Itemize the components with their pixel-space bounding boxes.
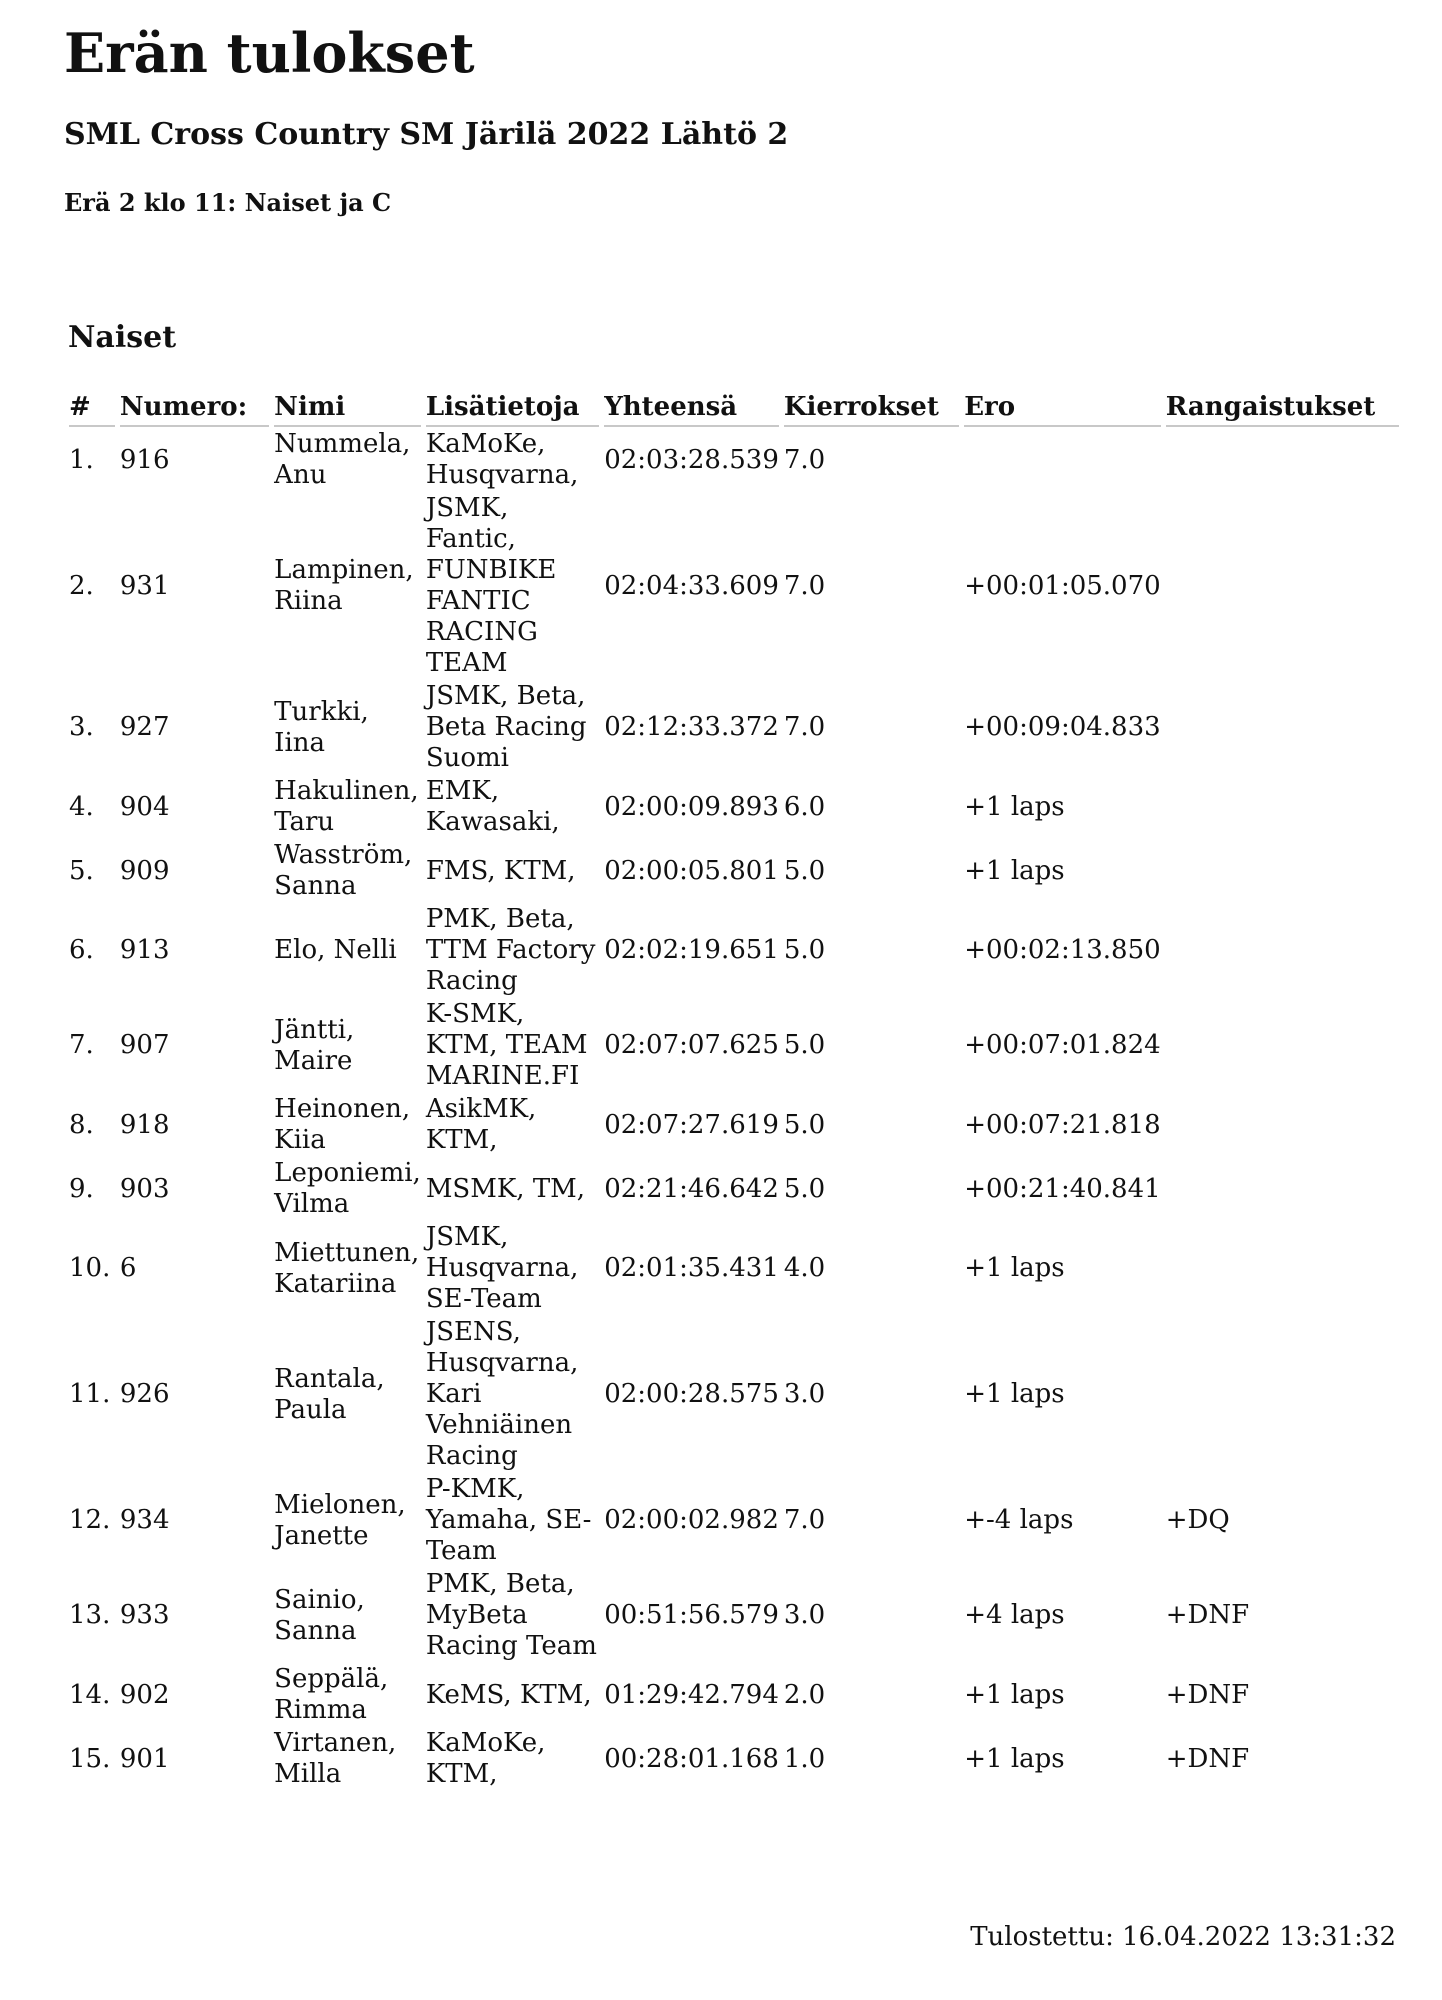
- table-row: [69, 1728, 1399, 1790]
- cell-gap: +00:09:04.833: [964, 712, 1161, 742]
- cell-name: Rantala, Paula: [274, 1363, 385, 1425]
- cell-laps: 7.0: [783, 1505, 826, 1535]
- cell-info: KeMS, KTM,: [425, 1679, 592, 1710]
- column-header-penalties: Rangaistukset: [1166, 390, 1399, 427]
- cell-laps: 5.0: [783, 1030, 826, 1060]
- cell-laps: 3.0: [783, 1379, 826, 1409]
- cell-gap: +-4 laps: [964, 1505, 1074, 1535]
- cell-info: EMK, Kawasaki,: [425, 776, 560, 837]
- column-header-gap: Ero: [964, 390, 1160, 427]
- cell-laps: 6.0: [783, 791, 826, 822]
- cell-name: Miettunen, Katariina: [274, 1237, 420, 1299]
- cell-name: Heinonen, Kiia: [274, 1094, 411, 1155]
- table-row: [69, 681, 1399, 774]
- cell-position: 5.: [69, 855, 94, 886]
- cell-position: 13.: [69, 1600, 111, 1630]
- cell-laps: 7.0: [783, 712, 826, 742]
- cell-name: Lampinen, Riina: [274, 555, 414, 616]
- cell-penalty: [1166, 840, 1399, 902]
- cell-info: K-SMK, KTM, TEAM MARINE.FI: [425, 999, 588, 1091]
- cell-name: Sainio, Sanna: [274, 1584, 365, 1646]
- column-header-name: Nimi: [274, 390, 421, 427]
- cell-number: 903: [119, 1173, 170, 1204]
- cell-position: 15.: [69, 1743, 111, 1774]
- cell-total: 00:51:56.579: [604, 1600, 779, 1630]
- cell-info: FMS, KTM,: [425, 855, 576, 886]
- cell-position: 4.: [69, 791, 94, 822]
- cell-laps: 5.0: [783, 855, 826, 886]
- cell-gap: [964, 429, 1160, 491]
- cell-number: 934: [119, 1505, 170, 1535]
- cell-total: 02:04:33.609: [604, 570, 779, 601]
- cell-gap: +00:07:01.824: [964, 1030, 1161, 1060]
- cell-gap: +00:02:13.850: [964, 935, 1161, 965]
- cell-gap: +1 laps: [964, 791, 1065, 822]
- cell-number: 918: [119, 1109, 170, 1140]
- cell-gap: +1 laps: [964, 855, 1065, 886]
- cell-total: 02:07:07.625: [604, 1030, 779, 1060]
- cell-position: 8.: [69, 1109, 94, 1140]
- cell-laps: 5.0: [783, 935, 826, 965]
- cell-laps: 5.0: [783, 1173, 826, 1204]
- cell-penalty: +DNF: [1165, 1743, 1250, 1774]
- table-row: [69, 1158, 1399, 1220]
- cell-total: 02:00:09.893: [604, 791, 779, 822]
- cell-penalty: +DQ: [1165, 1505, 1230, 1535]
- table-row: [69, 493, 1399, 679]
- column-header-position: #: [69, 390, 115, 427]
- cell-number: 902: [119, 1679, 170, 1710]
- cell-number: 927: [119, 712, 170, 742]
- cell-position: 2.: [69, 570, 94, 601]
- cell-total: 02:03:28.539: [604, 444, 779, 475]
- table-row: [69, 1569, 1399, 1662]
- cell-position: 14.: [69, 1679, 111, 1710]
- table-row: [69, 1317, 1399, 1472]
- cell-number: 901: [119, 1743, 170, 1774]
- heat-title: Erä 2 klo 11: Naiset ja C: [64, 188, 392, 217]
- cell-total: 02:02:19.651: [604, 935, 779, 965]
- column-header-laps: Kierrokset: [784, 390, 959, 427]
- cell-laps: 7.0: [783, 444, 826, 475]
- cell-gap: +1 laps: [964, 1253, 1065, 1283]
- cell-name: Leponiemi, Vilma: [274, 1158, 421, 1219]
- table-row: [69, 776, 1399, 838]
- cell-total: 00:28:01.168: [604, 1743, 779, 1774]
- column-header-info: Lisätietoja: [426, 390, 599, 427]
- cell-number: 6: [119, 1253, 137, 1283]
- cell-gap: +1 laps: [964, 1679, 1065, 1710]
- cell-name: Hakulinen, Taru: [274, 776, 419, 837]
- printed-timestamp: Tulostettu: 16.04.2022 13:31:32: [970, 1922, 1396, 1952]
- cell-name: Elo, Nelli: [274, 935, 397, 965]
- cell-name: Seppälä, Rimma: [274, 1664, 389, 1725]
- cell-info: KaMoKe, KTM,: [425, 1728, 546, 1789]
- cell-position: 9.: [69, 1173, 94, 1204]
- cell-gap: +1 laps: [964, 1379, 1065, 1409]
- results-table: [64, 388, 1404, 1792]
- cell-position: 3.: [69, 712, 94, 742]
- cell-laps: 3.0: [783, 1600, 826, 1630]
- cell-laps: 2.0: [783, 1679, 826, 1710]
- table-row: [69, 1664, 1399, 1726]
- table-row: [69, 1222, 1399, 1315]
- results-table-body: [69, 429, 1399, 1790]
- column-header-number: Numero:: [120, 390, 269, 427]
- header-row: [69, 390, 1399, 427]
- cell-penalty: [1166, 493, 1399, 679]
- cell-laps: 5.0: [783, 1109, 826, 1140]
- cell-penalty: [1166, 904, 1399, 997]
- cell-penalty: [1166, 1094, 1399, 1156]
- column-header-total: Yhteensä: [604, 390, 779, 427]
- cell-number: 904: [119, 791, 170, 822]
- cell-name: Virtanen, Milla: [274, 1728, 397, 1789]
- cell-name: Jäntti, Maire: [274, 1014, 355, 1076]
- cell-number: 909: [119, 855, 170, 886]
- table-row: [69, 999, 1399, 1092]
- cell-position: 11.: [69, 1379, 111, 1409]
- cell-info: KaMoKe, Husqvarna,: [425, 429, 579, 490]
- class-title: Naiset: [68, 320, 177, 355]
- cell-gap: +4 laps: [964, 1600, 1065, 1630]
- cell-name: Nummela, Anu: [274, 429, 411, 490]
- cell-info: JSENS, Husqvarna, Kari Vehniäinen Racing: [425, 1317, 579, 1471]
- cell-info: AsikMK, KTM,: [425, 1094, 537, 1155]
- table-row: [69, 1094, 1399, 1156]
- cell-gap: +00:07:21.818: [964, 1109, 1161, 1140]
- cell-gap: +00:21:40.841: [964, 1173, 1161, 1204]
- cell-info: PMK, Beta, TTM Factory Racing: [425, 904, 596, 996]
- cell-penalty: [1166, 776, 1399, 838]
- results-table-header: [69, 390, 1399, 427]
- cell-total: 02:00:05.801: [604, 855, 779, 886]
- cell-name: Turkki, Iina: [274, 696, 369, 758]
- cell-position: 6.: [69, 935, 94, 965]
- cell-total: 01:29:42.794: [604, 1679, 779, 1710]
- table-row: [69, 1474, 1399, 1567]
- cell-info: MSMK, TM,: [425, 1173, 586, 1204]
- cell-gap: +00:01:05.070: [964, 570, 1161, 601]
- cell-position: 10.: [69, 1253, 111, 1283]
- cell-name: Wasström, Sanna: [274, 840, 413, 901]
- cell-number: 931: [119, 570, 170, 601]
- cell-total: 02:00:28.575: [604, 1379, 779, 1409]
- cell-penalty: [1166, 1158, 1399, 1220]
- cell-number: 913: [119, 935, 170, 965]
- cell-penalty: +DNF: [1165, 1600, 1250, 1630]
- table-row: [69, 429, 1399, 491]
- cell-penalty: [1166, 681, 1399, 774]
- cell-penalty: [1166, 1222, 1399, 1315]
- cell-position: 12.: [69, 1505, 111, 1535]
- cell-info: P-KMK, Yamaha, SE-Team: [425, 1474, 592, 1566]
- cell-position: 7.: [69, 1030, 94, 1060]
- cell-total: 02:01:35.431: [604, 1253, 779, 1283]
- cell-total: 02:12:33.372: [604, 712, 779, 742]
- page-title: Erän tulokset: [64, 21, 475, 85]
- cell-laps: 4.0: [783, 1253, 826, 1283]
- cell-total: 02:21:46.642: [604, 1173, 779, 1204]
- cell-laps: 7.0: [783, 570, 826, 601]
- cell-penalty: [1166, 999, 1399, 1092]
- table-row: [69, 904, 1399, 997]
- cell-info: JSMK, Fantic, FUNBIKE FANTIC RACING TEAM: [425, 493, 557, 678]
- cell-info: JSMK, Husqvarna, SE-Team: [425, 1222, 579, 1314]
- cell-position: 1.: [69, 444, 94, 475]
- table-row: [69, 840, 1399, 902]
- cell-gap: +1 laps: [964, 1743, 1065, 1774]
- cell-penalty: +DNF: [1165, 1679, 1250, 1710]
- cell-info: PMK, Beta, MyBeta Racing Team: [425, 1569, 597, 1661]
- cell-penalty: [1166, 1317, 1399, 1472]
- cell-number: 907: [119, 1030, 170, 1060]
- cell-total: 02:00:02.982: [604, 1505, 779, 1535]
- event-title: SML Cross Country SM Järilä 2022 Lähtö 2: [64, 117, 789, 152]
- cell-number: 926: [119, 1379, 170, 1409]
- cell-info: JSMK, Beta, Beta Racing Suomi: [425, 681, 587, 773]
- cell-name: Mielonen, Janette: [274, 1489, 406, 1551]
- cell-number: 933: [119, 1600, 170, 1630]
- cell-penalty: [1166, 429, 1399, 491]
- cell-total: 02:07:27.619: [604, 1109, 779, 1140]
- cell-number: 916: [119, 444, 170, 475]
- cell-laps: 1.0: [783, 1743, 826, 1774]
